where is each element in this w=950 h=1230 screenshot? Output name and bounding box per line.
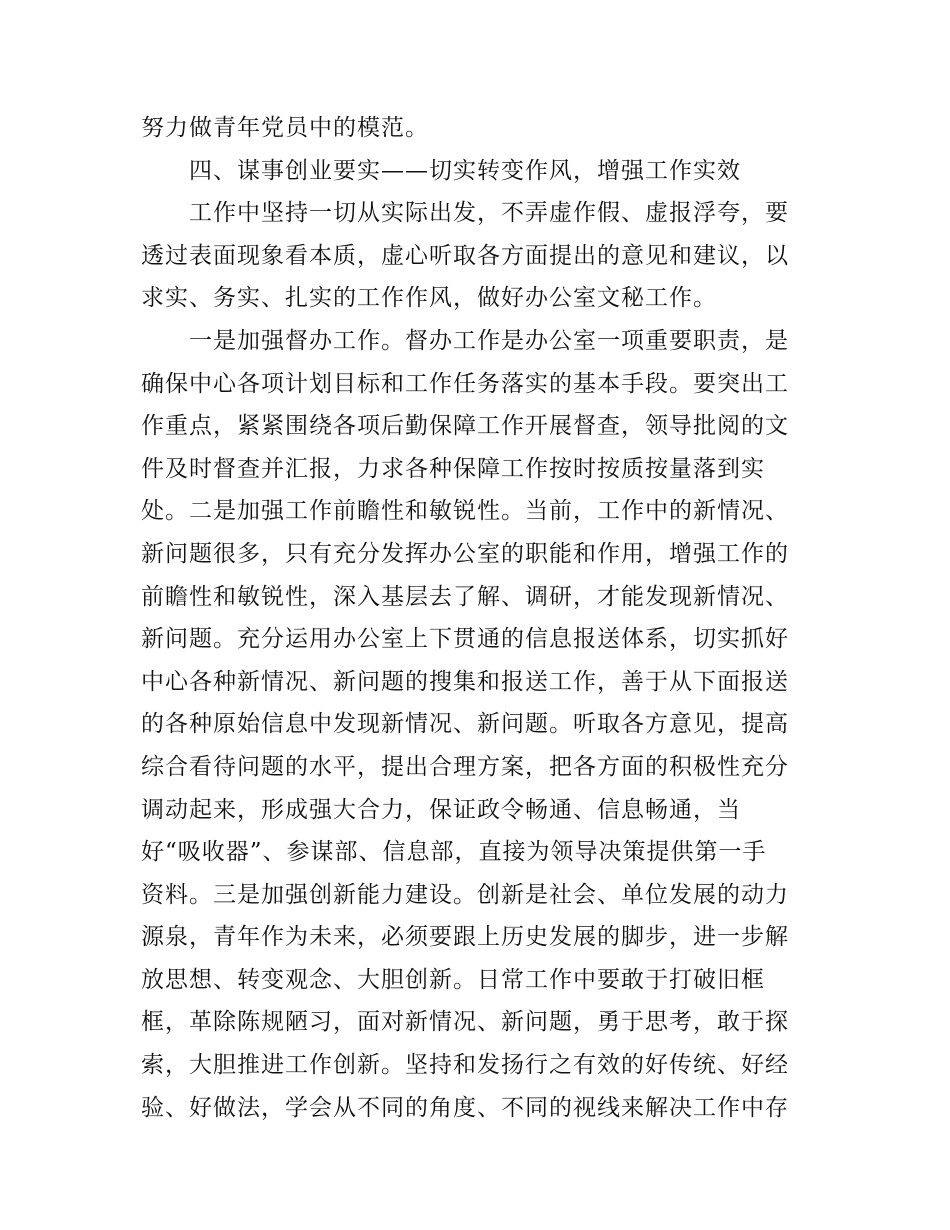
text-line-21: 放思想、转变观念、大胆创新。日常工作中要敢于打破旧框 <box>141 966 765 993</box>
text-line-9: 件及时督查并汇报，力求各种保障工作按时按质按量落到实 <box>141 455 765 482</box>
text-line-1: 努力做青年党员中的模范。 <box>141 115 429 141</box>
text-line-11: 新问题很多，只有充分发挥办公室的职能和作用，增强工作的 <box>141 540 789 567</box>
text-line-12: 前瞻性和敏锐性，深入基层去了解、调研，才能发现新情况、 <box>141 583 789 610</box>
text-line-20: 源泉，青年作为未来，必须要跟上历史发展的脚步，进一步解 <box>141 924 789 951</box>
text-line-7: 确保中心各项计划目标和工作任务落实的基本手段。要突出工 <box>141 370 789 397</box>
text-line-22: 框，革除陈规陋习，面对新情况、新问题，勇于思考，敢于探 <box>141 1009 789 1036</box>
text-line-6: 一是加强督办工作。督办工作是办公室一项重要职责，是 <box>189 327 789 354</box>
text-line-14: 中心各种新情况、新问题的搜集和报送工作，善于从下面报送 <box>141 668 789 695</box>
text-line-3: 工作中坚持一切从实际出发，不弄虚作假、虚报浮夸，要 <box>189 200 789 227</box>
text-line-8: 作重点，紧紧围绕各项后勤保障工作开展督查，领导批阅的文 <box>141 413 789 440</box>
text-line-4: 透过表面现象看本质，虚心听取各方面提出的意见和建议，以 <box>141 242 789 269</box>
text-line-24: 验、好做法，学会从不同的角度、不同的视线来解决工作中存 <box>141 1094 789 1121</box>
text-line-15: 的各种原始信息中发现新情况、新问题。听取各方意见，提高 <box>141 711 789 738</box>
section-heading: 四、谋事创业要实——切实转变作风，增强工作实效 <box>189 157 741 184</box>
text-line-19: 资料。三是加强创新能力建设。创新是社会、单位发展的动力 <box>141 881 789 908</box>
text-line-18: 好“吸收器”、参谋部、信息部，直接为领导决策提供第一手 <box>141 839 767 866</box>
text-line-13: 新问题。充分运用办公室上下贯通的信息报送体系，切实抓好 <box>141 626 789 653</box>
text-line-5: 求实、务实、扎实的工作作风，做好办公室文秘工作。 <box>141 285 717 312</box>
text-line-17: 调动起来，形成强大合力，保证政令畅通、信息畅通，当 <box>141 796 741 823</box>
text-line-10: 处。二是加强工作前瞻性和敏锐性。当前，工作中的新情况、 <box>141 498 789 525</box>
text-line-16: 综合看待问题的水平，提出合理方案，把各方面的积极性充分 <box>141 753 789 780</box>
body-text <box>141 107 817 1129</box>
text-line-23: 索，大胆推进工作创新。坚持和发扬行之有效的好传统、好经 <box>141 1052 789 1079</box>
